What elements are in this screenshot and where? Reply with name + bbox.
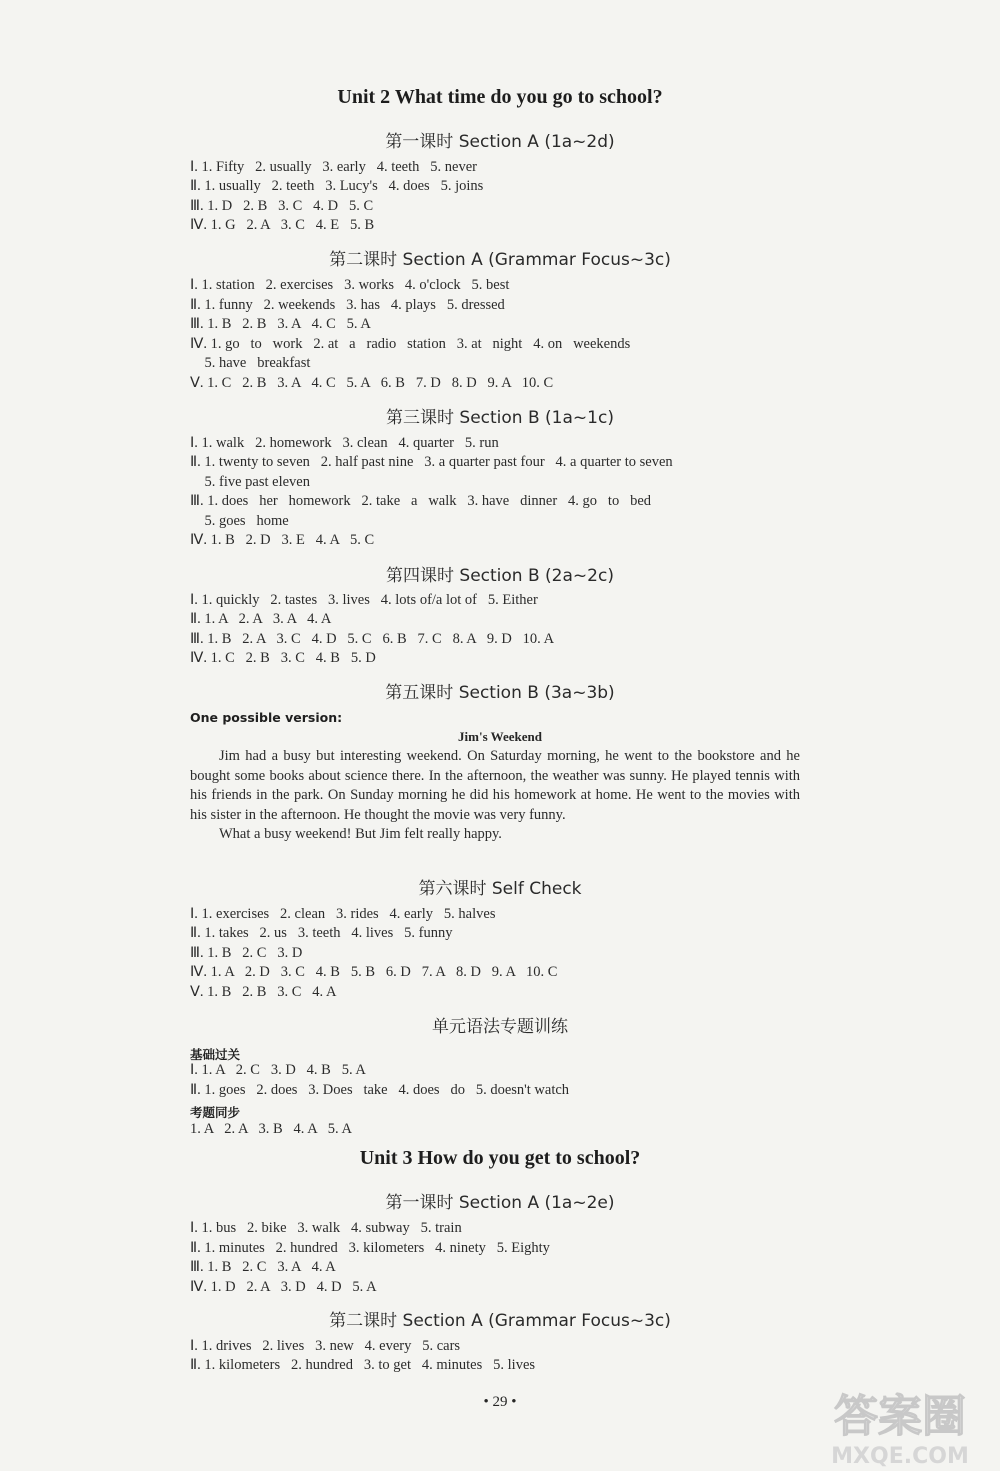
u2-l6-line-2: Ⅱ. 1. takes 2. us 3. teeth 4. lives 5. funny (190, 925, 453, 941)
u3-l1-line-4: Ⅳ. 1. D 2. A 3. D 4. D 5. A (190, 1279, 377, 1295)
u2-l3-line-4: Ⅲ. 1. does her homework 2. take a walk 3. have dinner 4. go to bed (190, 493, 652, 509)
u2-l1-line-2: Ⅱ. 1. usually 2. teeth 3. Lucy's 4. does 5. joins (190, 178, 484, 194)
u2-lesson-5-heading: 第五课时 Section B (3a~3b) (385, 683, 615, 703)
u2-lesson-1-heading: 第一课时 Section A (1a~2d) (385, 132, 615, 152)
u2-l4-line-2: Ⅱ. 1. A 2. A 3. A 4. A (190, 611, 332, 627)
u2-l4-line-3: Ⅲ. 1. B 2. A 3. C 4. D 5. C 6. B 7. C 8. A 9. D 10. A (190, 631, 555, 647)
watermark-text: 答案圈 (834, 1391, 966, 1442)
basic-label: 基础过关 (190, 1047, 241, 1062)
u2-l4-line-4: Ⅳ. 1. C 2. B 3. C 4. B 5. D (190, 650, 376, 666)
u2-l2-line-3: Ⅲ. 1. B 2. B 3. A 4. C 5. A (190, 316, 371, 332)
u3-l1-line-1: Ⅰ. 1. bus 2. bike 3. walk 4. subway 5. train (190, 1220, 462, 1236)
u2-lesson-3-heading: 第三课时 Section B (1a~1c) (386, 408, 614, 428)
u2-l6-line-3: Ⅲ. 1. B 2. C 3. D (190, 945, 303, 961)
unit-2-title: Unit 2 What time do you go to school? (337, 86, 663, 108)
grammar-basic-line-2: Ⅱ. 1. goes 2. does 3. Does take 4. does do 5. doesn't watch (190, 1082, 570, 1098)
u2-l1-line-1: Ⅰ. 1. Fifty 2. usually 3. early 4. teeth 5. never (190, 159, 477, 175)
u2-l2-line-1: Ⅰ. 1. station 2. exercises 3. works 4. o'clock 5. best (190, 277, 510, 293)
u3-l1-line-3: Ⅲ. 1. B 2. C 3. A 4. A (190, 1259, 336, 1275)
u2-l3-line-5: 5. goes home (190, 513, 289, 529)
watermark-site: MXQE.COM (831, 1444, 969, 1469)
sync-label: 考题同步 (190, 1105, 241, 1120)
u3-l1-line-2: Ⅱ. 1. minutes 2. hundred 3. kilometers 4. ninety 5. Eighty (190, 1240, 550, 1256)
u3-lesson-1-heading: 第一课时 Section A (1a~2e) (385, 1193, 615, 1213)
u2-l2-line-6: Ⅴ. 1. C 2. B 3. A 4. C 5. A 6. B 7. D 8. D 9. A 10. C (190, 375, 554, 391)
u2-lesson-4-heading: 第四课时 Section B (2a~2c) (386, 566, 614, 586)
u2-l2-line-4: Ⅳ. 1. go to work 2. at a radio station 3. at night 4. on weekends (190, 336, 631, 352)
essay-title: Jim's Weekend (458, 729, 542, 744)
possible-version-label: One possible version: (190, 710, 343, 725)
u2-l3-line-1: Ⅰ. 1. walk 2. homework 3. clean 4. quarter 5. run (190, 435, 499, 451)
grammar-heading: 单元语法专题训练 (432, 1017, 568, 1037)
u2-l3-line-2: Ⅱ. 1. twenty to seven 2. half past nine 3. a quarter past four 4. a quarter to seven (190, 454, 673, 470)
u2-l6-line-4: Ⅳ. 1. A 2. D 3. C 4. B 5. B 6. D 7. A 8. D 9. A 10. C (190, 964, 558, 980)
unit-3-title: Unit 3 How do you get to school? (359, 1147, 641, 1169)
essay-paragraph-1: Jim had a busy but interesting weekend. On Saturday morning, he went to the bookstore and he bought some books about science there. In the afternoon, the weather was sunny. He played tennis with his friends in the park. On Sunday morning he did his homework at home. He went to the movies with his sister in the afternoon. He thought the movie was very funny. (190, 748, 800, 823)
essay-paragraph-2: What a busy weekend! But Jim felt really happy. (219, 826, 502, 843)
essay-body (190, 747, 800, 845)
u2-lesson-2-heading: 第二课时 Section A (Grammar Focus~3c) (329, 250, 671, 270)
u3-l2-line-2: Ⅱ. 1. kilometers 2. hundred 3. to get 4. minutes 5. lives (190, 1357, 536, 1373)
u2-l1-line-4: Ⅳ. 1. G 2. A 3. C 4. E 5. B (190, 217, 375, 233)
grammar-sync-line-1: 1. A 2. A 3. B 4. A 5. A (190, 1121, 352, 1137)
u3-lesson-2-heading: 第二课时 Section A (Grammar Focus~3c) (329, 1311, 671, 1331)
u2-l6-line-1: Ⅰ. 1. exercises 2. clean 3. rides 4. early 5. halves (190, 906, 496, 922)
u2-l4-line-1: Ⅰ. 1. quickly 2. tastes 3. lives 4. lots of/a lot of 5. Either (190, 592, 538, 608)
u2-l2-line-5: 5. have breakfast (190, 355, 311, 371)
u2-l3-line-6: Ⅳ. 1. B 2. D 3. E 4. A 5. C (190, 532, 375, 548)
u2-l3-line-3: 5. five past eleven (190, 474, 310, 490)
u2-l2-line-2: Ⅱ. 1. funny 2. weekends 3. has 4. plays 5. dressed (190, 297, 505, 313)
page-number: • 29 • (483, 1394, 517, 1410)
u2-l1-line-3: Ⅲ. 1. D 2. B 3. C 4. D 5. C (190, 198, 374, 214)
watermark-logo (800, 1375, 1000, 1471)
u2-l6-line-5: Ⅴ. 1. B 2. B 3. C 4. A (190, 984, 337, 1000)
grammar-basic-line-1: Ⅰ. 1. A 2. C 3. D 4. B 5. A (190, 1062, 366, 1078)
u2-lesson-6-heading: 第六课时 Self Check (418, 879, 582, 899)
u3-l2-line-1: Ⅰ. 1. drives 2. lives 3. new 4. every 5. cars (190, 1338, 461, 1354)
